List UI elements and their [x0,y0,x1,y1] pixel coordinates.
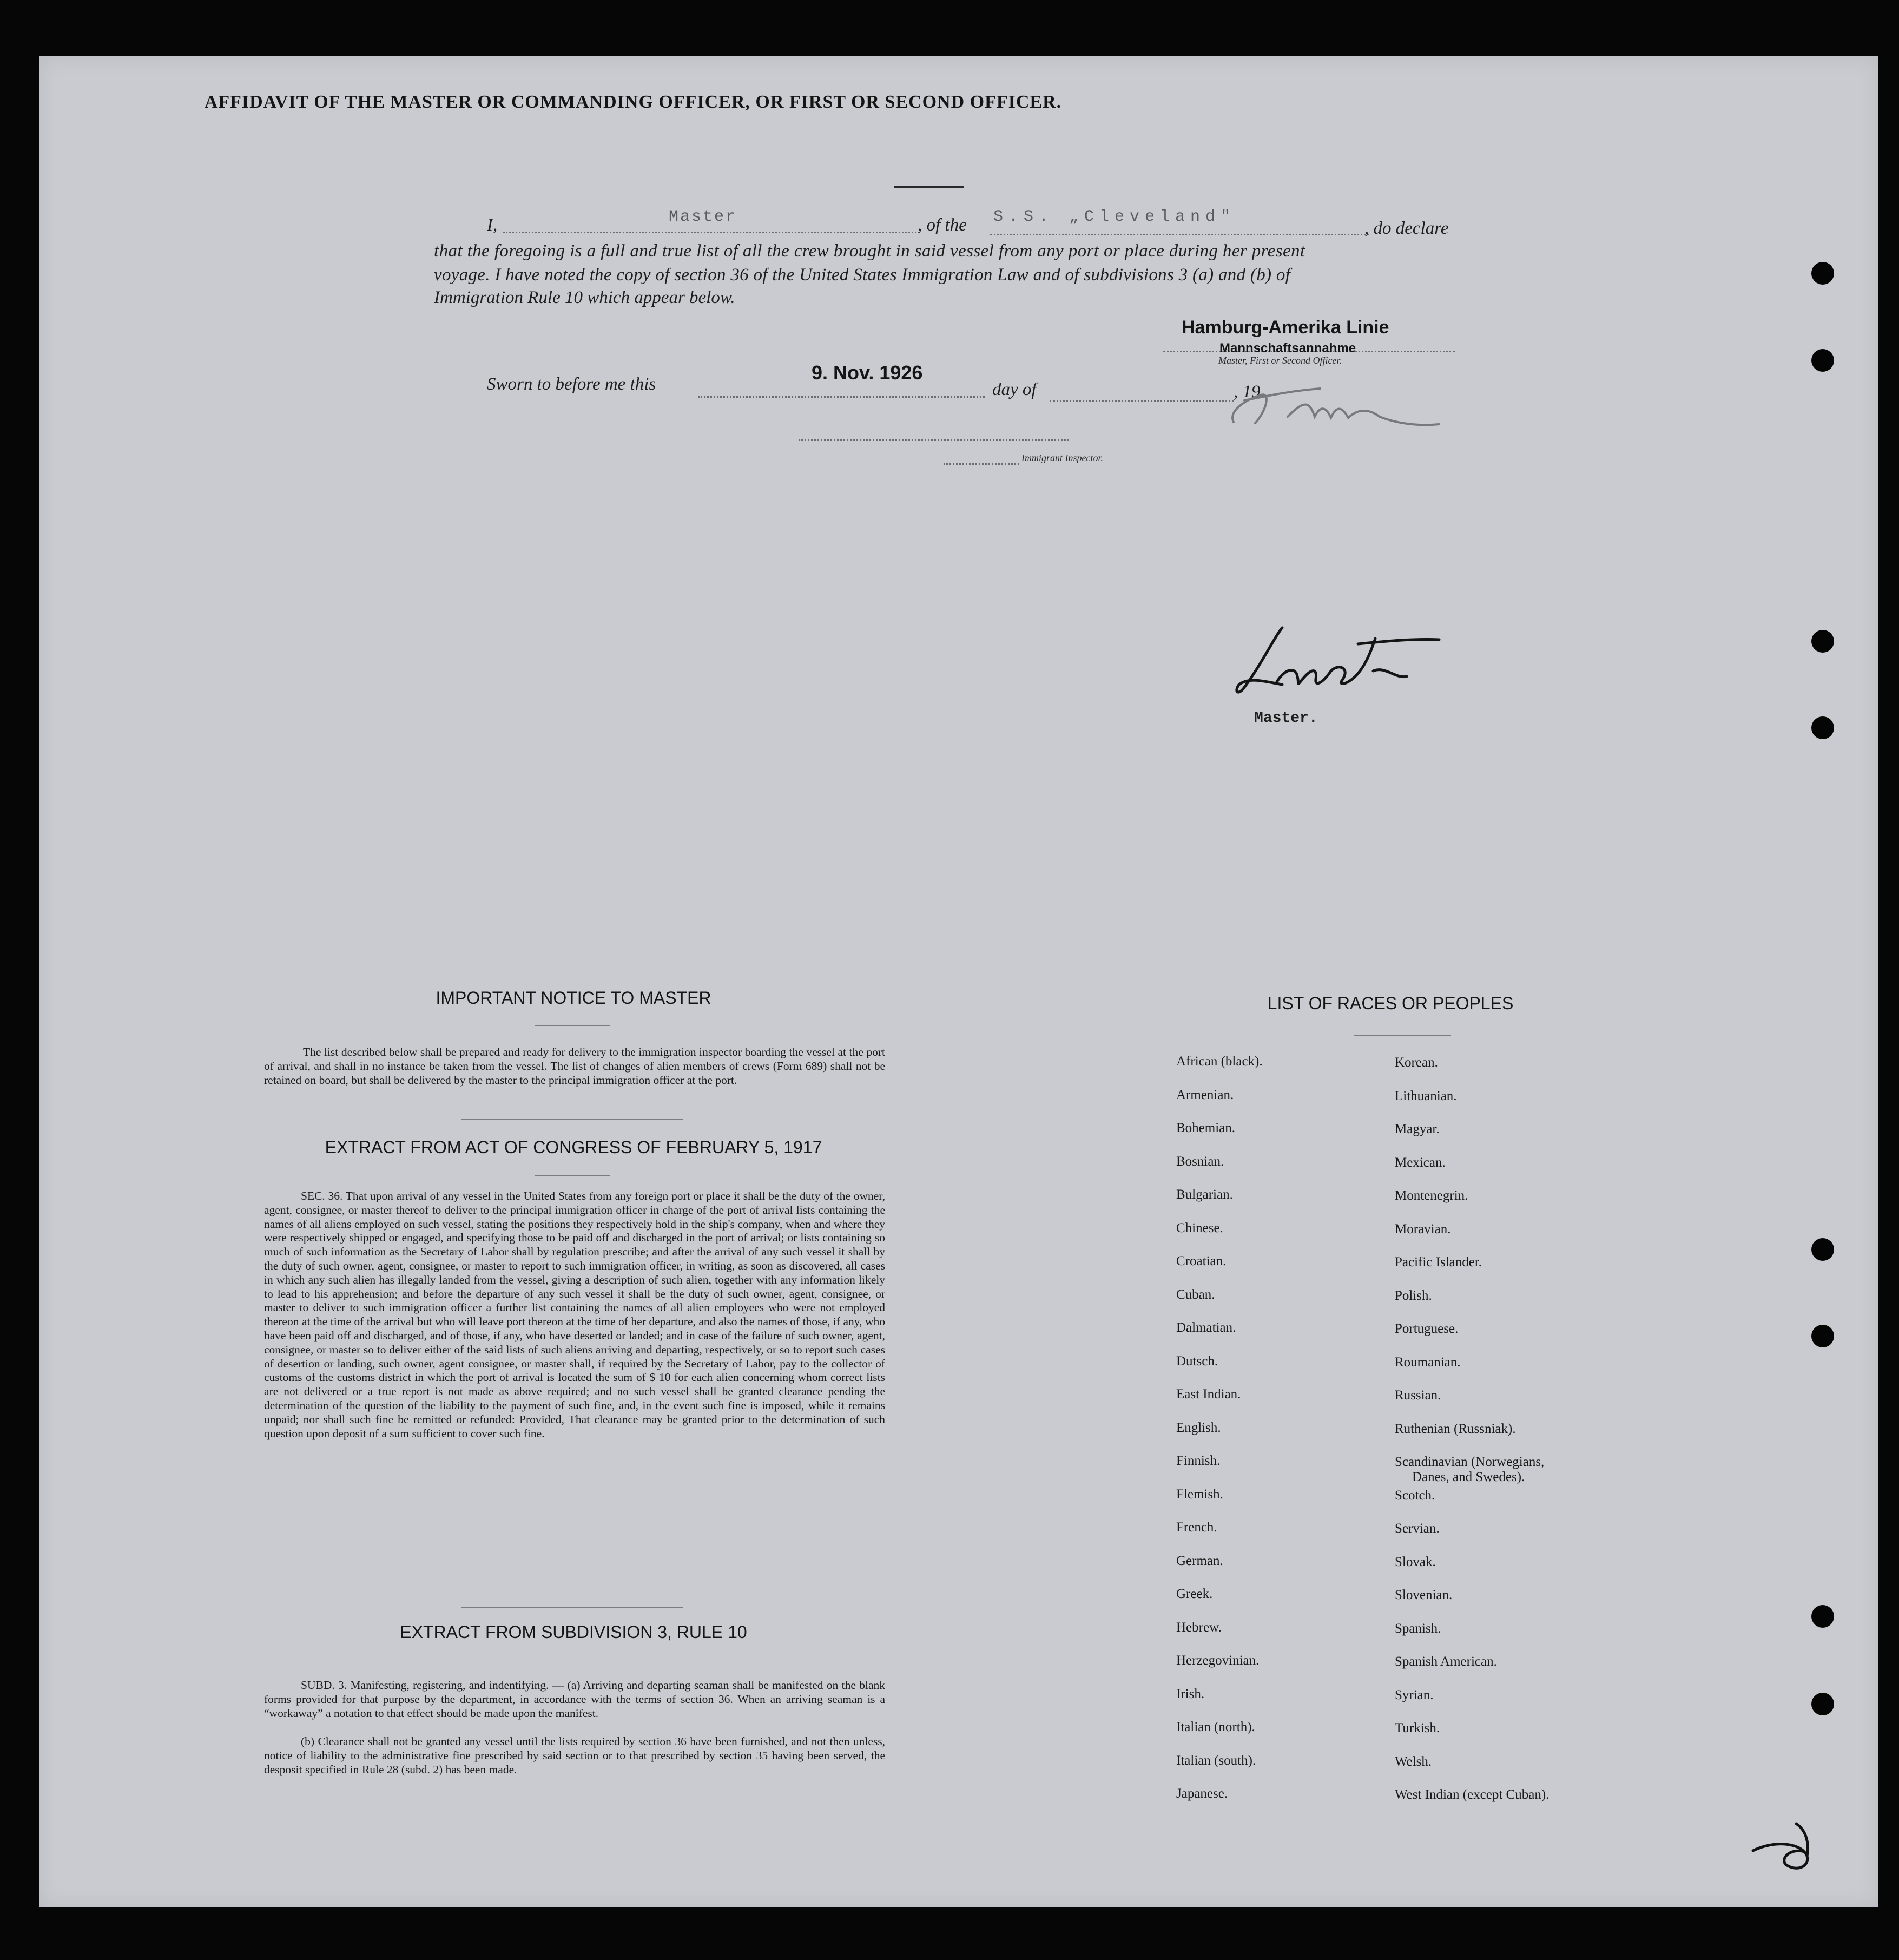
vessel-line [990,234,1369,235]
act-section-36: SEC. 36. That upon arrival of any vessel in the United States from any foreign port or place it shall be the duty of the owner, agent, consignee, or master thereof to deliver to the principal immigration officer in charge of the port of arrival lists containing the names of all aliens employed on such vessel, stating the positions they respectively hold in the ship's company, when and where they were respectively shipped or engaged, and specifying those to be paid off and discharged in the port of arrival; or lists containing so much of such information as the Secretary of Labor shall by regulation prescribe; and after the arrival of any such vessel it shall by the duty of such owner, agent, consignee, or master to report to such immigration officer, in writing, as soon as discovered, all cases in which any such alien has illegally landed from the vessel, giving a description of such alien, together with any information likely to lead to his apprehension; and before the departure of any such vessel it shall be the duty of such owner, agent, consignee, or master to deliver to such immigration officer a further list containing the names of all alien employees who were not employed thereon at the time of the arrival but who will leave port thereon at the time of her departure, and also the names of those, if any, who have been paid off and discharged, and of those, if any, who have deserted or landed; and in case of the failure of such owner, agent, consignee, or master so to deliver either of the said lists of such aliens arriving and departing, respectively, or so to report such cases of desertion or landing, such owner, agent consignee, or master shall, if required by the Secretary of Labor, pay to the collector of customs of the customs district in which the port of arrival is located the sum of $ 10 for each alien concerning whom correct lists are not delivered or a true report is not made as above required; and no such vessel shall be granted clearance pending the determination of the question of the liability to the payment of such fine, and, in the event such fine is imposed, while it remains unpaid; nor shall such fine be remitted or refunded: Provided, That clearance may be granted prior to the determination of such question upon deposit of a sum sufficient to cover such fine. [264,1189,885,1440]
name-line [503,232,920,233]
list-item: Irish. [1176,1686,1205,1701]
list-item: Servian. [1395,1521,1440,1536]
list-item: Croatian. [1176,1254,1227,1268]
list-item: Italian (north). [1176,1720,1255,1734]
punch-hole [1811,630,1834,653]
list-item: Slovak. [1395,1554,1436,1569]
list-item: Spanish. [1395,1621,1441,1636]
races-underline [1354,1035,1451,1036]
of-the-label: , of the [918,215,967,235]
punch-hole [1811,716,1834,739]
declaration-line-4: Immigration Rule 10 which appear below. [434,288,735,307]
list-item: Scandinavian (Norwegians, [1395,1455,1545,1469]
list-item: Spanish American. [1395,1654,1497,1669]
sworn-date-line [698,396,985,398]
races-column-2 [1395,1055,1698,1821]
list-item: Ruthenian (Russniak). [1395,1421,1516,1436]
list-item: French. [1176,1520,1217,1535]
sworn-label: Sworn to before me this [487,374,656,394]
list-item: Syrian. [1395,1687,1434,1702]
list-item: Mexican. [1395,1155,1446,1170]
do-declare-label: , do declare [1364,219,1449,238]
list-item: Lithuanian. [1395,1088,1457,1103]
inspector-caption: Immigrant Inspector. [1021,452,1103,463]
act-underline [535,1175,610,1176]
sworn-date-stamp: 9. Nov. 1926 [812,361,923,384]
list-item: West Indian (except Cuban). [1395,1787,1549,1802]
act-heading: EXTRACT FROM ACT OF CONGRESS OF FEBRUARY 5, 1917 [325,1137,822,1157]
declaration-line-2: that the foregoing is a full and true list of all the crew brought in said vessel from any port or place during her present [434,241,1305,261]
list-item: Finnish. [1176,1453,1221,1468]
punch-hole [1811,1605,1834,1628]
master-label: Master. [1254,710,1318,727]
officer-signature [1223,379,1450,438]
list-item: German. [1176,1553,1223,1568]
list-item: Bosnian. [1176,1154,1224,1169]
punch-hole [1811,349,1834,372]
act-separator [461,1119,683,1120]
punch-hole [1811,1238,1834,1261]
list-item: East Indian. [1176,1387,1241,1402]
rule-subd-a: SUBD. 3. Manifesting, registering, and indentifying. — (a) Arriving and departing seaman shall be manifested on the blank forms provided for that purpose by the department, in accordance with the terms of section 36. When an arriving seaman is a “workaway” a notation to that effect should be made upon the manifest. [264,1679,885,1720]
list-item: Italian (south). [1176,1753,1256,1768]
list-item: Portuguese. [1395,1321,1459,1336]
year-prefix: , 19 [1234,382,1261,402]
affidavit-title: AFFIDAVIT OF THE MASTER OR COMMANDING OFFICER, OR FIRST OR SECOND OFFICER. [204,92,1062,112]
stamp-department: Mannschaftsannahme [1219,341,1356,356]
list-item: African (black). [1176,1054,1263,1069]
scandinavian-continuation: Danes, and Swedes). [1412,1470,1525,1484]
handwritten-mark [1742,1818,1839,1894]
vessel-name: S.S. „Cleveland" [993,208,1236,226]
list-item: Polish. [1395,1288,1432,1303]
inspector-line [799,439,1069,441]
master-signature [1223,617,1450,709]
list-item: Magyar. [1395,1122,1440,1136]
list-item: Herzegovinian. [1176,1653,1260,1668]
declaration-i: I, [487,215,498,235]
rule-heading: EXTRACT FROM SUBDIVISION 3, RULE 10 [400,1622,747,1642]
list-item: Armenian. [1176,1087,1234,1102]
day-of-label: day of [992,380,1037,399]
list-item: Slovenian. [1395,1588,1453,1602]
list-item: Bulgarian. [1176,1187,1233,1202]
list-item: Pacific Islander. [1395,1255,1482,1270]
list-item: Dalmatian. [1176,1320,1236,1335]
punch-hole [1811,1325,1834,1347]
list-item: Bohemian. [1176,1121,1236,1135]
master-name: Master [669,208,737,226]
list-item: Hebrew. [1176,1620,1222,1635]
list-item: Flemish. [1176,1487,1223,1502]
list-item: Roumanian. [1395,1354,1461,1370]
races-heading: LIST OF RACES OR PEOPLES [1267,994,1514,1013]
list-item: Chinese. [1176,1220,1223,1235]
title-underline [894,186,964,188]
list-item: Montenegrin. [1395,1188,1468,1203]
notice-underline [535,1025,610,1026]
list-item: Greek. [1176,1587,1213,1601]
month-line [1050,400,1234,402]
list-item: English. [1176,1420,1221,1435]
punch-hole [1811,262,1834,285]
inspector-line-2 [944,463,1019,465]
declaration-line-3: voyage. I have noted the copy of section 36 of the United States Immigration Law and of subdivisions 3 (a) and (b) of [434,265,1291,285]
company-stamp: Hamburg-Amerika Linie [1182,317,1389,338]
notice-text: The list described below shall be prepared and ready for delivery to the immigration inspector boarding the vessel at the port of arrival, and shall in no instance be taken from the vessel. The list of changes of alien members of crews (Form 689) shall not be retained on board, but shall be delivered by the master to the principal immigration officer at the port. [264,1045,885,1087]
list-item: Korean. [1395,1055,1438,1070]
list-item: Turkish. [1395,1721,1440,1735]
list-item: Cuban. [1176,1287,1215,1302]
rule-separator [461,1607,683,1608]
list-item: Welsh. [1395,1754,1432,1769]
list-item: Japanese. [1176,1786,1228,1801]
notice-heading: IMPORTANT NOTICE TO MASTER [436,988,711,1008]
list-item: Moravian. [1395,1221,1451,1236]
races-column-1 [1176,1054,1393,1820]
punch-hole [1811,1693,1834,1715]
rule-subd-b: (b) Clearance shall not be granted any vessel until the lists required by section 36 have been furnished, and not then unless, notice of liability to the administrative fine prescribed by said section or to that prescribed by section 35 having been served, the desposit specified in Rule 28 (subd. 2) has been made. [264,1735,885,1776]
list-item: Dutsch. [1176,1353,1218,1369]
officer-caption: Master, First or Second Officer. [1218,355,1342,366]
list-item: Scotch. [1395,1488,1435,1503]
list-item: Russian. [1395,1388,1441,1403]
